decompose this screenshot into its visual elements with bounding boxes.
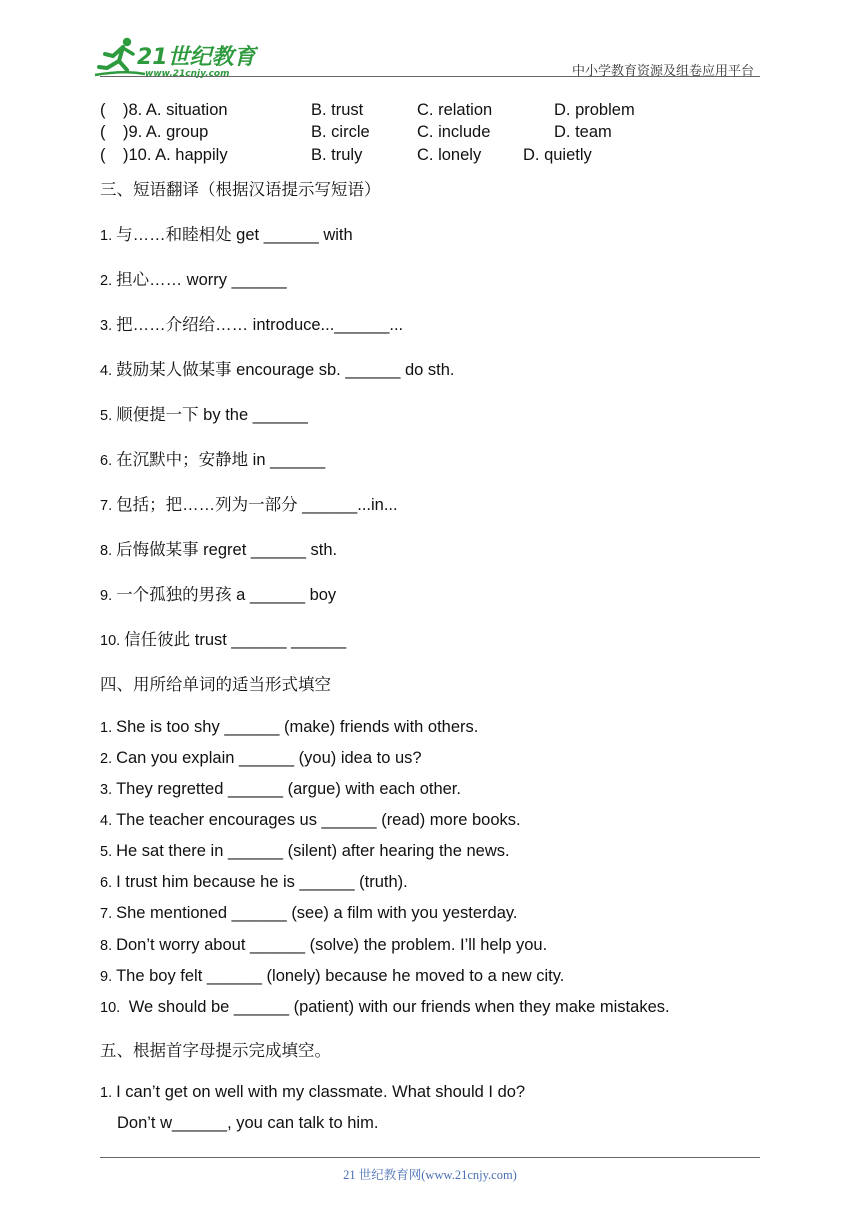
choice-option-b: B. trust xyxy=(311,101,364,119)
section4-title: 四、用所给单词的适当形式填空 xyxy=(100,676,331,694)
item-text: 与……和睦相处 get ______ with xyxy=(116,226,353,244)
choice-option-d: D. problem xyxy=(554,101,635,119)
list-item xyxy=(100,495,398,516)
item-text: 把……介绍给…… introduce...______... xyxy=(116,316,404,334)
list-item xyxy=(100,997,670,1018)
choice-option-d: D. team xyxy=(554,123,612,141)
item-text: She is too shy ______ (make) friends with others. xyxy=(116,718,479,736)
list-item-continuation: Don’t w______, you can talk to him. xyxy=(117,1114,379,1132)
list-item xyxy=(100,810,521,831)
list-item xyxy=(100,405,308,426)
item-text: I can’t get on well with my classmate. What should I do? xyxy=(116,1083,526,1101)
item-number: 8. xyxy=(100,543,113,559)
platform-name: 中小学教育资源及组卷应用平台 xyxy=(571,63,754,78)
list-item xyxy=(100,779,461,800)
choice-option-b: B. circle xyxy=(311,123,370,141)
list-item xyxy=(100,841,510,862)
item-text: He sat there in ______ (silent) after hearing the news. xyxy=(116,842,510,860)
list-item xyxy=(100,540,337,561)
footer-text[interactable]: 21 世纪教育网(www.21cnjy.com) xyxy=(343,1168,517,1182)
list-item xyxy=(100,903,518,924)
item-text: Can you explain ______ (you) idea to us? xyxy=(116,749,422,767)
item-number: 7. xyxy=(100,498,113,514)
site-logo xyxy=(93,34,258,82)
choice-option-c: C. include xyxy=(417,123,491,141)
list-item xyxy=(100,748,422,769)
list-item xyxy=(100,1082,525,1103)
list-item xyxy=(100,450,325,471)
item-text: They regretted ______ (argue) with each other. xyxy=(116,780,461,798)
item-number: 8. xyxy=(100,938,113,954)
item-text: The teacher encourages us ______ (read) more books. xyxy=(116,811,521,829)
choice-option-a: )9. A. group xyxy=(123,123,209,141)
item-text: 包括；把……列为一部分 ______...in... xyxy=(116,496,398,514)
section3-title: 三、短语翻译（根据汉语提示写短语） xyxy=(100,181,381,199)
item-number: 9. xyxy=(100,969,113,985)
item-text: 在沉默中；安静地 in ______ xyxy=(116,451,326,469)
item-text: Don’t worry about ______ (solve) the problem. I’ll help you. xyxy=(116,936,548,954)
choice-paren: ( xyxy=(100,146,106,164)
section5-title: 五、根据首字母提示完成填空。 xyxy=(100,1042,331,1060)
list-item xyxy=(100,872,408,893)
item-text: She mentioned ______ (see) a film with you yesterday. xyxy=(116,904,518,922)
item-text: The boy felt ______ (lonely) because he moved to a new city. xyxy=(116,967,565,985)
footer-divider xyxy=(100,1157,760,1158)
list-item xyxy=(100,935,547,956)
choice-option-c: C. lonely xyxy=(417,146,482,164)
logo-url: www.21cnjy.com xyxy=(145,69,230,79)
list-item xyxy=(100,966,564,987)
item-number: 7. xyxy=(100,906,113,922)
item-text: I trust him because he is ______ (truth). xyxy=(116,873,408,891)
choice-option-a: )10. A. happily xyxy=(123,146,228,164)
list-item xyxy=(100,585,336,606)
item-number: 10. xyxy=(100,633,121,649)
list-item xyxy=(100,717,478,738)
list-item xyxy=(100,360,455,381)
logo-text: 21世纪教育 xyxy=(137,45,256,70)
list-item xyxy=(100,630,346,651)
choice-paren: ( xyxy=(100,101,106,119)
item-number: 6. xyxy=(100,453,113,469)
header-divider xyxy=(100,76,760,77)
item-number: 4. xyxy=(100,813,113,829)
choice-option-b: B. truly xyxy=(311,146,363,164)
list-item xyxy=(100,315,403,336)
item-text: 信任彼此 trust ______ ______ xyxy=(124,631,347,649)
item-number: 5. xyxy=(100,844,113,860)
item-number: 6. xyxy=(100,875,113,891)
item-text: 顺便提一下 by the ______ xyxy=(116,406,308,424)
item-text: 担心…… worry ______ xyxy=(116,271,287,289)
item-text: 鼓励某人做某事 encourage sb. ______ do sth. xyxy=(116,361,455,379)
item-number: 10. xyxy=(100,1000,121,1016)
item-number: 5. xyxy=(100,408,113,424)
item-number: 1. xyxy=(100,1085,113,1101)
item-text: 一个孤独的男孩 a ______ boy xyxy=(116,586,337,604)
item-number: 2. xyxy=(100,273,113,289)
item-number: 3. xyxy=(100,782,113,798)
item-text: We should be ______ (patient) with our friends when they make mistakes. xyxy=(124,998,670,1016)
choice-option-d: D. quietly xyxy=(523,146,592,164)
item-number: 3. xyxy=(100,318,113,334)
item-number: 2. xyxy=(100,751,113,767)
item-number: 1. xyxy=(100,228,113,244)
item-number: 9. xyxy=(100,588,113,604)
item-number: 1. xyxy=(100,720,113,736)
item-number: 4. xyxy=(100,363,113,379)
item-text: 后悔做某事 regret ______ sth. xyxy=(116,541,338,559)
choice-paren: ( xyxy=(100,123,106,141)
choice-option-a: )8. A. situation xyxy=(123,101,228,119)
list-item xyxy=(100,225,353,246)
list-item xyxy=(100,270,287,291)
choice-option-c: C. relation xyxy=(417,101,493,119)
